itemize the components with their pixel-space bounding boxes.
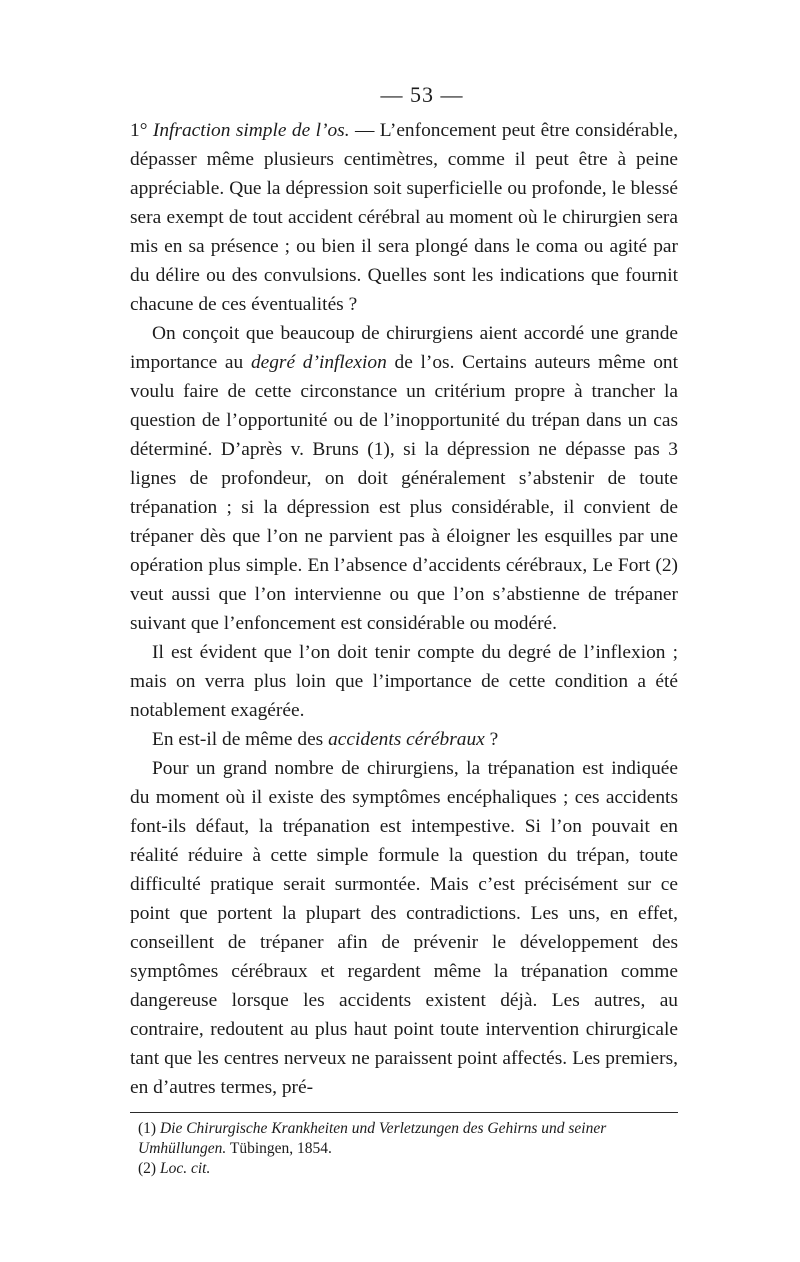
footnote-segment: (1) — [138, 1120, 160, 1137]
body-text — [130, 116, 678, 1102]
page-number: — 53 — — [380, 82, 464, 107]
paragraph-2 — [130, 319, 678, 638]
text-segment: ? — [484, 729, 499, 750]
footnote-segment: Loc. cit. — [159, 1160, 211, 1177]
text-segment: On conçoit que beaucoup de chirurgiens aient accordé une grande importance au — [130, 323, 678, 373]
text-segment: Infraction simple de l’os. — [152, 120, 350, 141]
footnote-divider — [130, 1112, 678, 1113]
footnotes — [130, 1119, 678, 1179]
paragraph-1 — [130, 116, 678, 319]
paragraph-4 — [130, 725, 678, 754]
text-segment: 1° — [130, 120, 153, 141]
text-segment: En est-il de même des — [152, 729, 329, 750]
footnote-segment: (2) — [138, 1160, 160, 1177]
text-segment: Pour un grand nombre de chirurgiens, la trépanation est indiquée du moment où il existe des symptômes encéphaliques ; ces accidents font-ils défaut, la trépanation est intempestive. Si l’on pouvait en réalité réduire à cette simple formule la question du trépan, toute difficulté pratique serait surmontée. Mais c’est précisément sur ce point que portent la plupart des contradictions. Les uns, en effet, conseillent de trépaner afin de prévenir le développement des symptômes cérébraux et regardent même la trépanation comme dangereuse lorsque les accidents existent déjà. Les autres, au contraire, redoutent au plus haut point toute intervention chirurgicale tant que les centres nerveux ne paraissent point affectés. Les premiers, en d’autres termes, pré- — [130, 758, 678, 1098]
footnote-2 — [130, 1159, 678, 1179]
footnote-1 — [130, 1119, 678, 1159]
footnote-segment: Die Chirurgische Krankheiten und Verletzungen des Gehirns und seiner Umhüllungen. — [138, 1120, 607, 1157]
text-segment: degré d’inflexion — [250, 352, 387, 373]
footnote-segment: Tübingen, 1854. — [226, 1140, 332, 1157]
book-page — [130, 82, 678, 1179]
text-segment: — L’enfoncement peut être considérable, dépasser même plusieurs centimètres, comme il peut être à peine appréciable. Que la dépression soit superficielle ou profonde, le blessé sera exempt de tout accident cérébral au moment où le chirurgien sera mis en sa présence ; ou bien il sera plongé dans le coma ou agité par du délire ou des convulsions. Quelles sont les indications que fournit chacune de ces éventualités ? — [130, 120, 678, 315]
text-segment: Il est évident que l’on doit tenir compte du degré de l’inflexion ; mais on verra plus loin que l’importance de cette condition a été notablement exagérée. — [130, 642, 678, 721]
text-segment: de l’os. Certains auteurs même ont voulu faire de cette circonstance un critérium propre à trancher la question de l’opportunité ou de l’inopportunité du trépan dans un cas déterminé. D’après v. Bruns (1), si la dépression ne dépasse pas 3 lignes de profondeur, on doit généralement s’abstenir de toute trépanation ; si la dépression est plus considérable, il convient de trépaner dès que l’on ne parvient pas à éloigner les esquilles par une opération plus simple. En l’absence d’accidents cérébraux, Le Fort (2) veut aussi que l’on intervienne ou que l’on s’abstienne de trépaner suivant que l’enfoncement est considérable ou modéré. — [130, 352, 679, 634]
text-segment: accidents cérébraux — [328, 729, 485, 750]
paragraph-5 — [130, 754, 678, 1102]
paragraph-3 — [130, 638, 678, 725]
